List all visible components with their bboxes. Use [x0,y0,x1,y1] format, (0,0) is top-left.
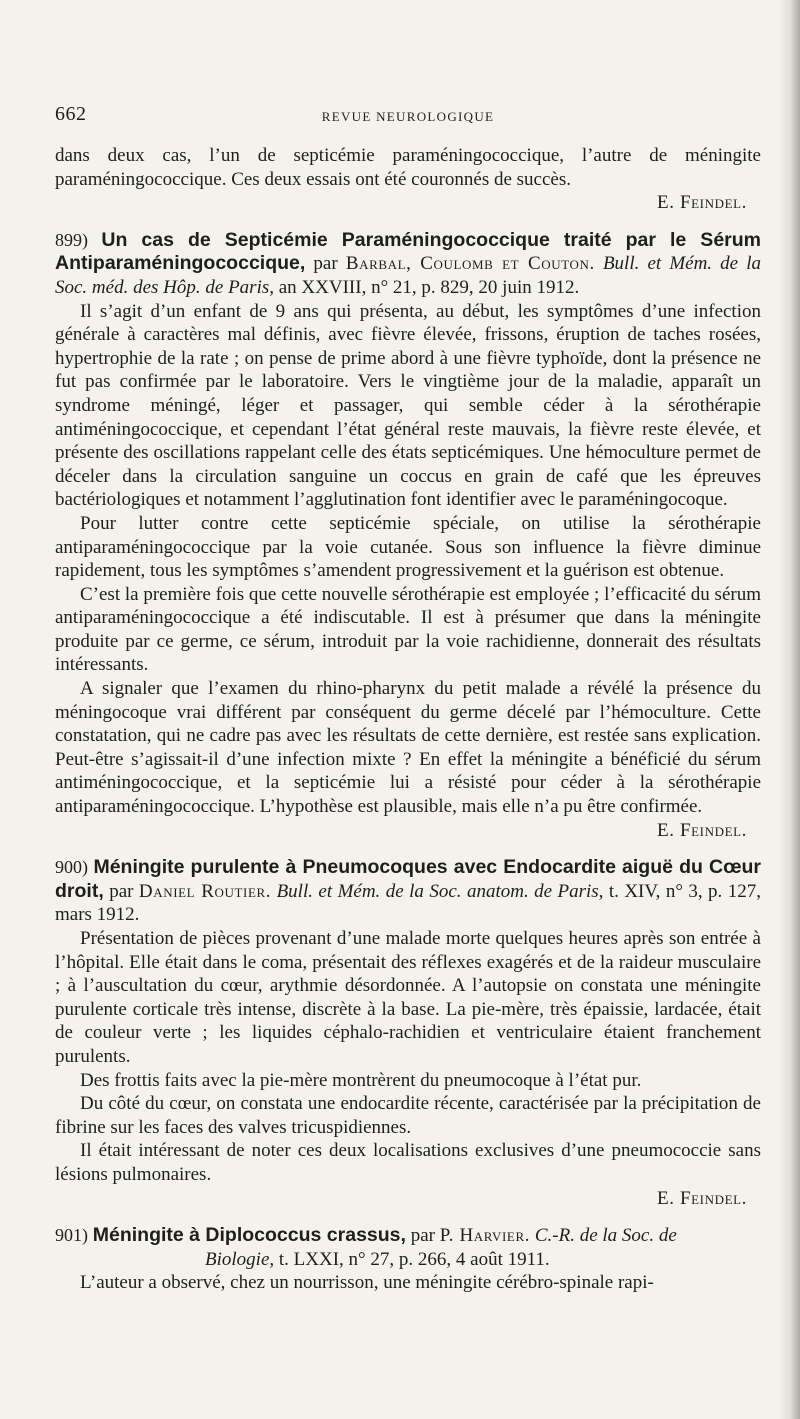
page-number: 662 [55,103,87,125]
entry-number: 901) [55,1225,88,1246]
journal-title: REVUE NEUROLOGIQUE [321,109,495,124]
entry-by: par [313,253,338,275]
entry-900 [55,856,761,1210]
entry-title: Un cas de Septicémie Paraméningococcique traité par le Sérum Antiparaméningococcique, [55,228,761,275]
entry-899-paragraph: C’est la première fois que cette nouvelle sérothérapie est employée ; l’efficacité du sérum antiparaméningococcique a été indiscutable. Il est à présumer que dans la méningite produite par ce germe, ce sérum, introduit par la voie rachidienne, donnerait des résultats intéressants. [55,583,761,676]
entry-citation-line [55,1248,761,1272]
running-head [55,103,761,127]
entry-source: Bull. et Mém. de la Soc. anatom. de Paris, [276,880,604,902]
entry-899-paragraph: Il s’agit d’un enfant de 9 ans qui présenta, au début, les symptômes d’une infection générale à caractères mal définis, avec fièvre élevée, frissons, éruption de taches rosées, hypertrophie de la rate ; on pense de prime abord à une fièvre typhoïde, dont la présence ne fut pas confirmée par le laboratoire. Vers le vingtième jour de la maladie, apparaît un syndrome méningé, léger et passager, qui semble céder à la sérothérapie antiméningococcique, et cependant l’état général reste mauvais, la fièvre reste élevée, et présente des oscillations rappelant celle des états septicémiques. Une hémoculture permet de déceler dans la circulation sanguine un coccus en grain de café que les épreuves bactériologiques et notamment l’agglutination font identifier avec le paraméningocoque. [55,300,761,511]
entry-899-paragraph: Pour lutter contre cette septicémie spéciale, on utilise la sérothérapie antiparaméningococcique par la voie cutanée. Sous son influence la fièvre diminue rapidement, tous les symptômes s’amendent progressivement et la guérison est obtenue. [55,512,761,582]
intro-text: dans deux cas, l’un de septicémie paraméningococcique, l’autre de méningite paraméningococcique. Ces deux essais ont été couronnés de succès. [55,145,761,190]
entry-authors: Barbal, Coulomb et Couton. [345,253,595,275]
entry-title: Méningite à Diplococcus crassus, [92,1224,406,1247]
entry-901 [55,1224,761,1295]
entry-number: 899) [55,229,88,250]
entry-899 [55,229,761,842]
entry-900-paragraph: Il était intéressant de noter ces deux localisations exclusives d’une pneumococcie sans lésions pulmonaires. [55,1140,761,1185]
entry-by: par [410,1225,435,1247]
entry-900-signature: E. Feindel. [657,1187,747,1209]
entry-899-signature: E. Feindel. [657,819,747,841]
entry-number: 900) [55,857,88,878]
entry-900-paragraph: Du côté du cœur, on constata une endocardite récente, caractérisée par la précipitation de fibrine sur les faces des valves tricuspidiennes. [55,1093,761,1138]
entry-authors: Daniel Routier. [138,880,272,902]
intro-signature: E. Feindel. [657,192,747,214]
entry-source: C.-R. de la Soc. de [534,1225,677,1247]
entry-citation: an XXVIII, n° 21, p. 829, 20 juin 1912. [278,276,580,298]
scan-edge-shadow [778,0,800,1419]
entry-901-heading [55,1224,761,1271]
entry-authors: P. Harvier. [439,1225,531,1247]
entry-899-heading [55,229,761,300]
entry-by: par [109,880,134,902]
entry-899-paragraph: A signaler que l’examen du rhino-pharynx du petit malade a révélé la présence du méningocoque vrai différent par conséquent du germe décelé par l’hémoculture. Cette constatation, qui ne cadre pas avec les résultats de cette dernière, est restée sans explication. Peut-être s’agissait-il d’une infection mixte ? En effet la méningite a bénéficié du sérum antiméningococcique, et la septicémie lui a résisté pour céder à la sérothérapie antiparaméningococcique. L’hypothèse est plausible, mais elle n’a pu être confirmée. [55,678,761,818]
entry-title: Méningite purulente à Pneumocoques avec Endocardite aiguë du Cœur droit, [55,856,762,902]
entry-900-heading [55,856,761,927]
entry-source: Bull. et Mém. de la Soc. méd. des Hôp. de Paris, [55,253,762,298]
entry-citation: t. LXXI, n° 27, p. 266, 4 août 1911. [278,1248,550,1270]
entry-900-paragraph: Des frottis faits avec la pie-mère montrèrent du pneumocoque à l’état pur. [80,1069,642,1091]
entry-901-paragraph: L’auteur a observé, chez un nourrisson, une méningite cérébro-spinale rapi- [80,1272,654,1294]
entry-900-paragraph: Présentation de pièces provenant d’une malade morte quelques heures après son entrée à l’hôpital. Elle était dans le coma, présentait des réflexes exagérés et de la raideur musculaire ; à l’auscultation du cœur, arythmie désordonnée. A l’autopsie on constata une méningite purulente corticale très intense, discrète à la base. La pie-mère, très épaissie, lardacée, était de couleur verte ; les liquides céphalo-rachidien et ventriculaire étaient franchement purulents. [55,928,761,1067]
entry-citation: t. XIV, n° 3, p. 127, mars 1912. [55,880,761,926]
entry-source-continued: Biologie, [205,1248,275,1270]
page-body [55,144,761,1295]
